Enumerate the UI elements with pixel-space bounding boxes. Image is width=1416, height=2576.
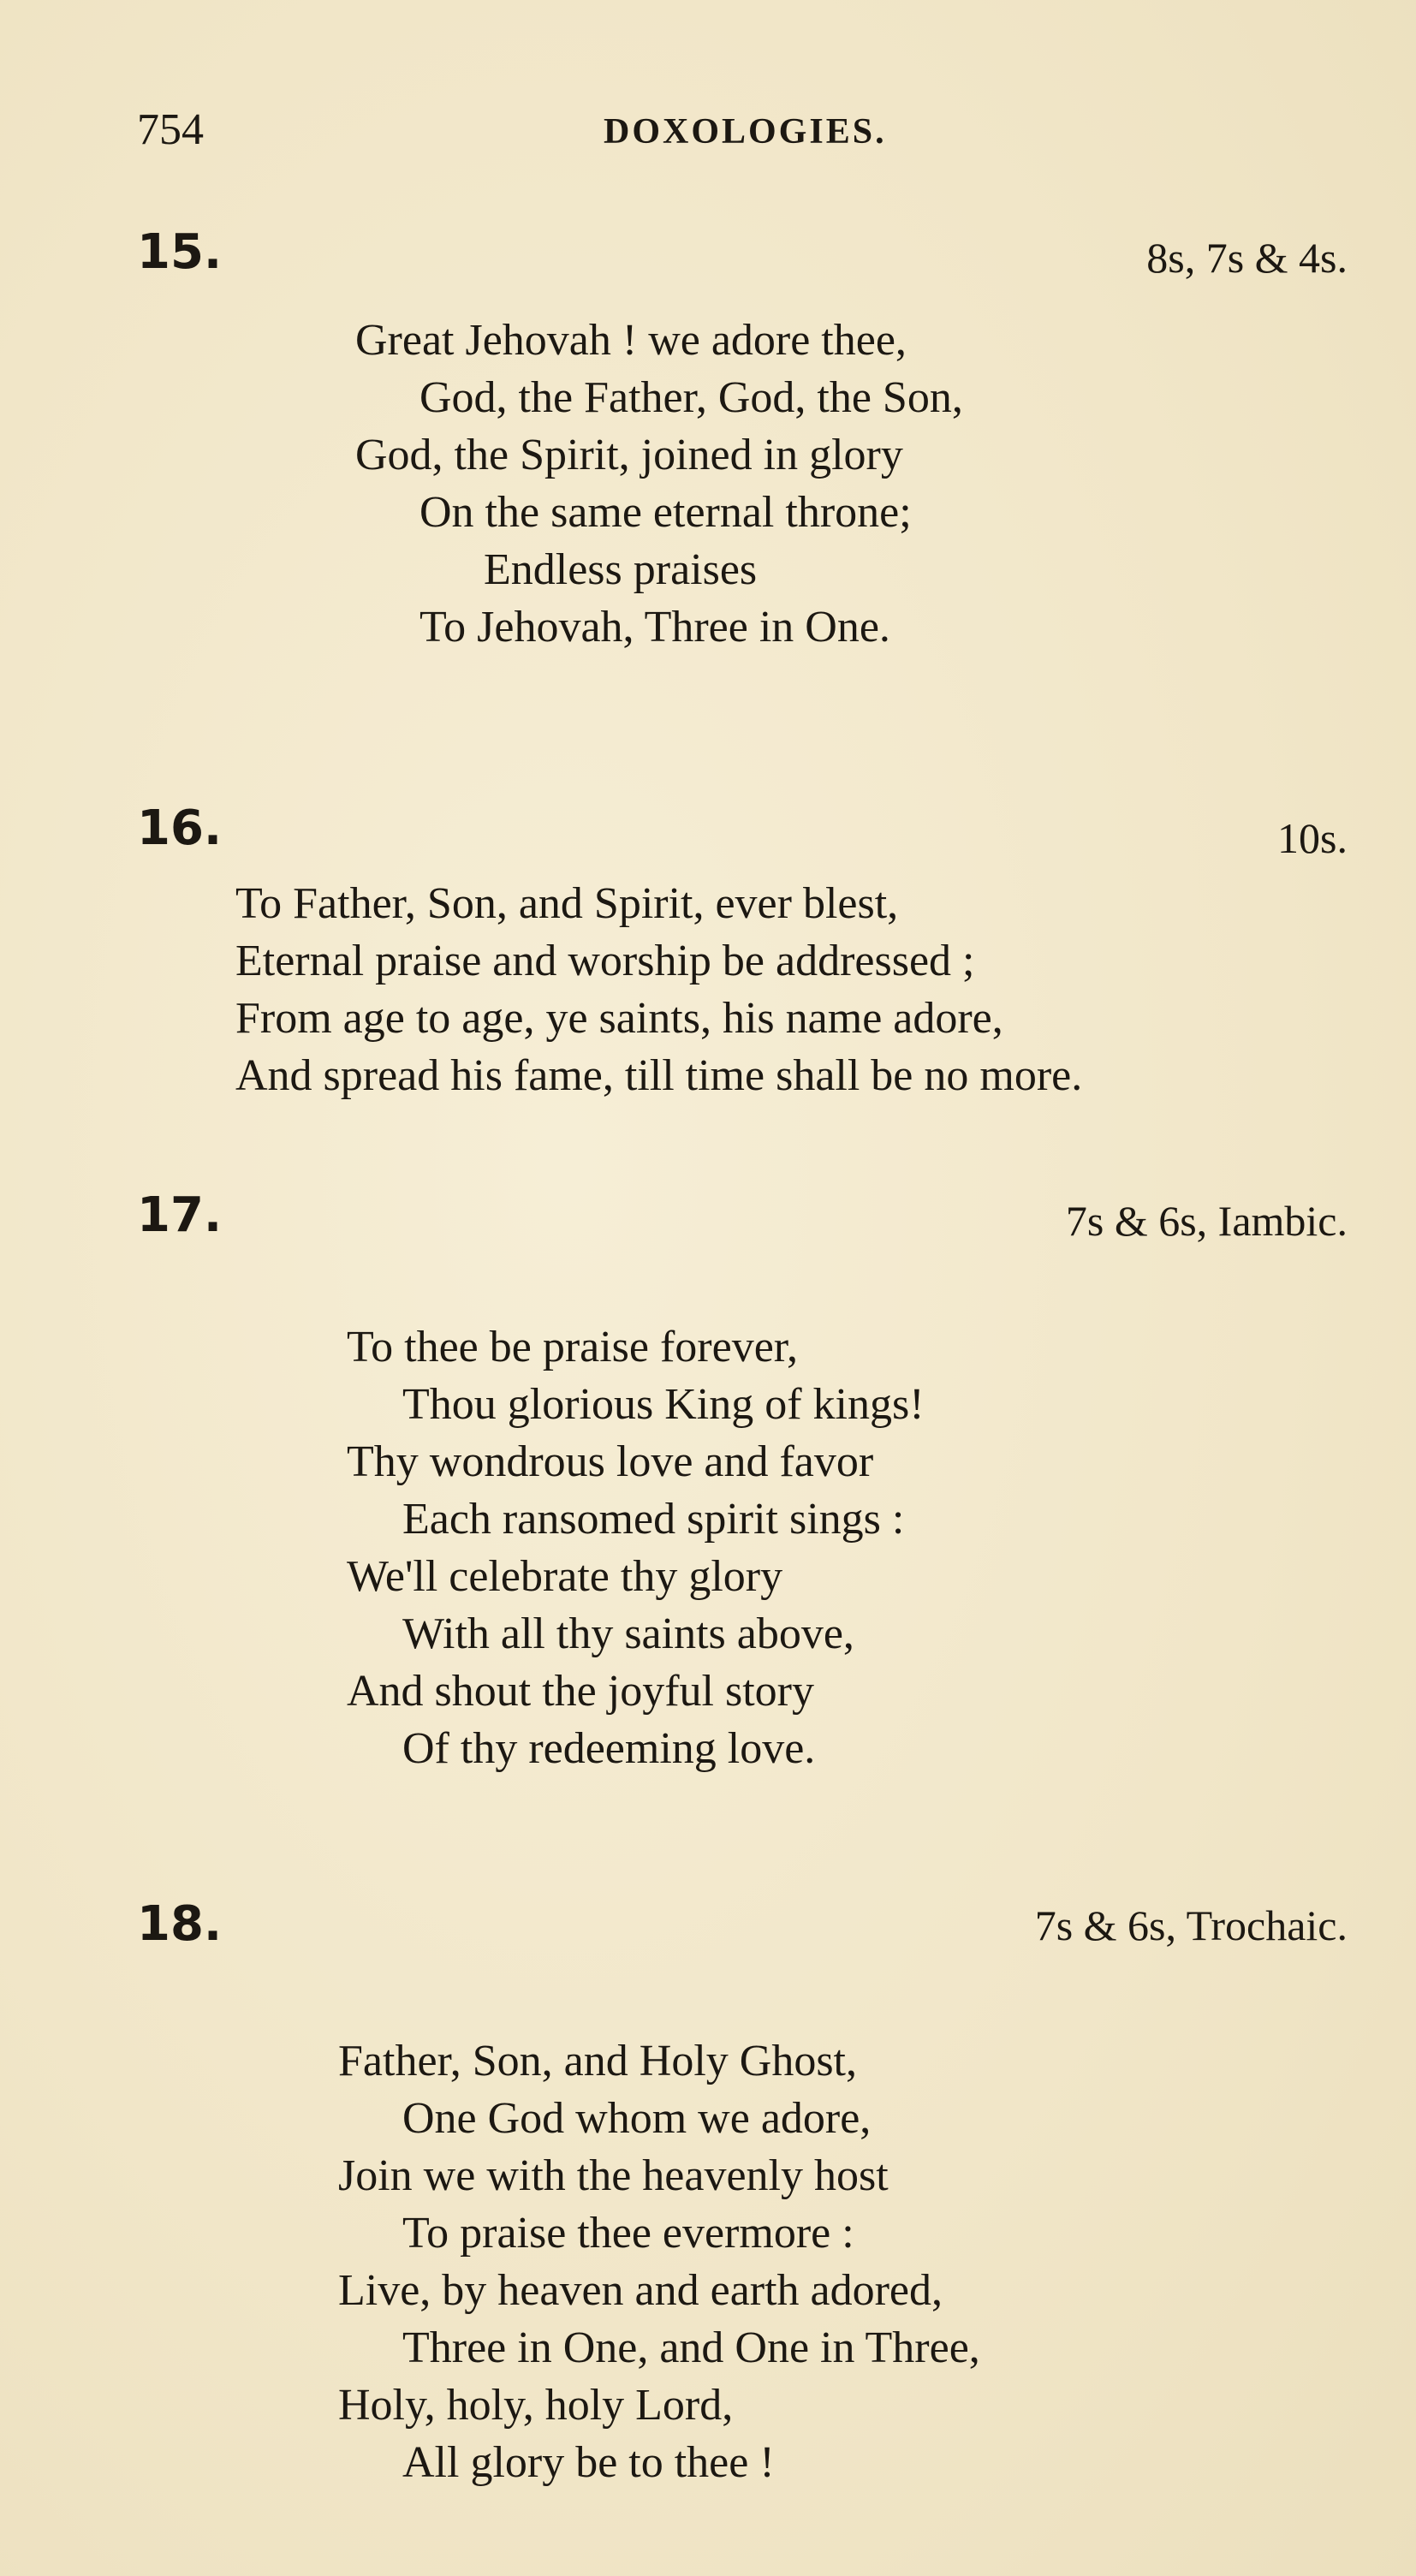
verse-line: Each ransomed spirit sings : bbox=[402, 1495, 905, 1544]
verse-line: God, the Father, God, the Son, bbox=[419, 373, 963, 422]
verse-line: To praise thee evermore : bbox=[402, 2209, 854, 2258]
doxology-number: 16. bbox=[137, 800, 223, 856]
verse-line: Join we with the heavenly host bbox=[338, 2151, 889, 2200]
verse-line: And spread his fame, till time shall be no more. bbox=[235, 1051, 1083, 1100]
doxology-number: 17. bbox=[137, 1187, 223, 1243]
doxology-meter bbox=[1066, 1196, 1348, 1246]
verse-line: All glory be to thee ! bbox=[402, 2438, 775, 2487]
meter-numeric: 7s & 6s, Iambic. bbox=[1065, 1197, 1348, 1245]
verse-line: And shout the joyful story bbox=[347, 1667, 814, 1716]
verse-line: We'll celebrate thy glory bbox=[347, 1552, 783, 1601]
verse-line: God, the Spirit, joined in glory bbox=[355, 431, 903, 479]
verse-line: Great Jehovah ! we adore thee, bbox=[355, 316, 907, 365]
verse-line: From age to age, ye saints, his name adore, bbox=[235, 994, 1003, 1043]
verse-line: To Father, Son, and Spirit, ever blest, bbox=[235, 879, 899, 928]
page-number: 754 bbox=[137, 105, 204, 154]
verse-line: Thy wondrous love and favor bbox=[347, 1437, 874, 1486]
verse-line: On the same eternal throne; bbox=[419, 488, 912, 537]
verse-line: Holy, holy, holy Lord, bbox=[338, 2381, 734, 2430]
verse-line: One God whom we adore, bbox=[402, 2094, 872, 2143]
running-head: DOXOLOGIES. bbox=[604, 112, 887, 152]
doxology-number: 18. bbox=[137, 1896, 223, 1952]
doxology-meter: 10s. bbox=[1277, 814, 1348, 862]
verse-line: To thee be praise forever, bbox=[347, 1323, 799, 1371]
verse-line: Eternal praise and worship be addressed ; bbox=[235, 937, 975, 985]
verse-line: Of thy redeeming love. bbox=[402, 1724, 816, 1773]
verse-line: Thou glorious King of kings! bbox=[402, 1380, 925, 1429]
verse-line: Endless praises bbox=[484, 545, 758, 594]
doxology-number: 15. bbox=[137, 224, 223, 280]
verse-line: Three in One, and One in Three, bbox=[402, 2323, 980, 2372]
verse-line: Father, Son, and Holy Ghost, bbox=[338, 2037, 857, 2085]
verse-line: Live, by heaven and earth adored, bbox=[338, 2266, 943, 2315]
doxology-meter: 7s & 6s, Trochaic. bbox=[1034, 1901, 1348, 1949]
verse-line: With all thy saints above, bbox=[402, 1609, 854, 1658]
doxology-meter: 8s, 7s & 4s. bbox=[1146, 234, 1348, 282]
verse-line: To Jehovah, Three in One. bbox=[419, 603, 890, 651]
